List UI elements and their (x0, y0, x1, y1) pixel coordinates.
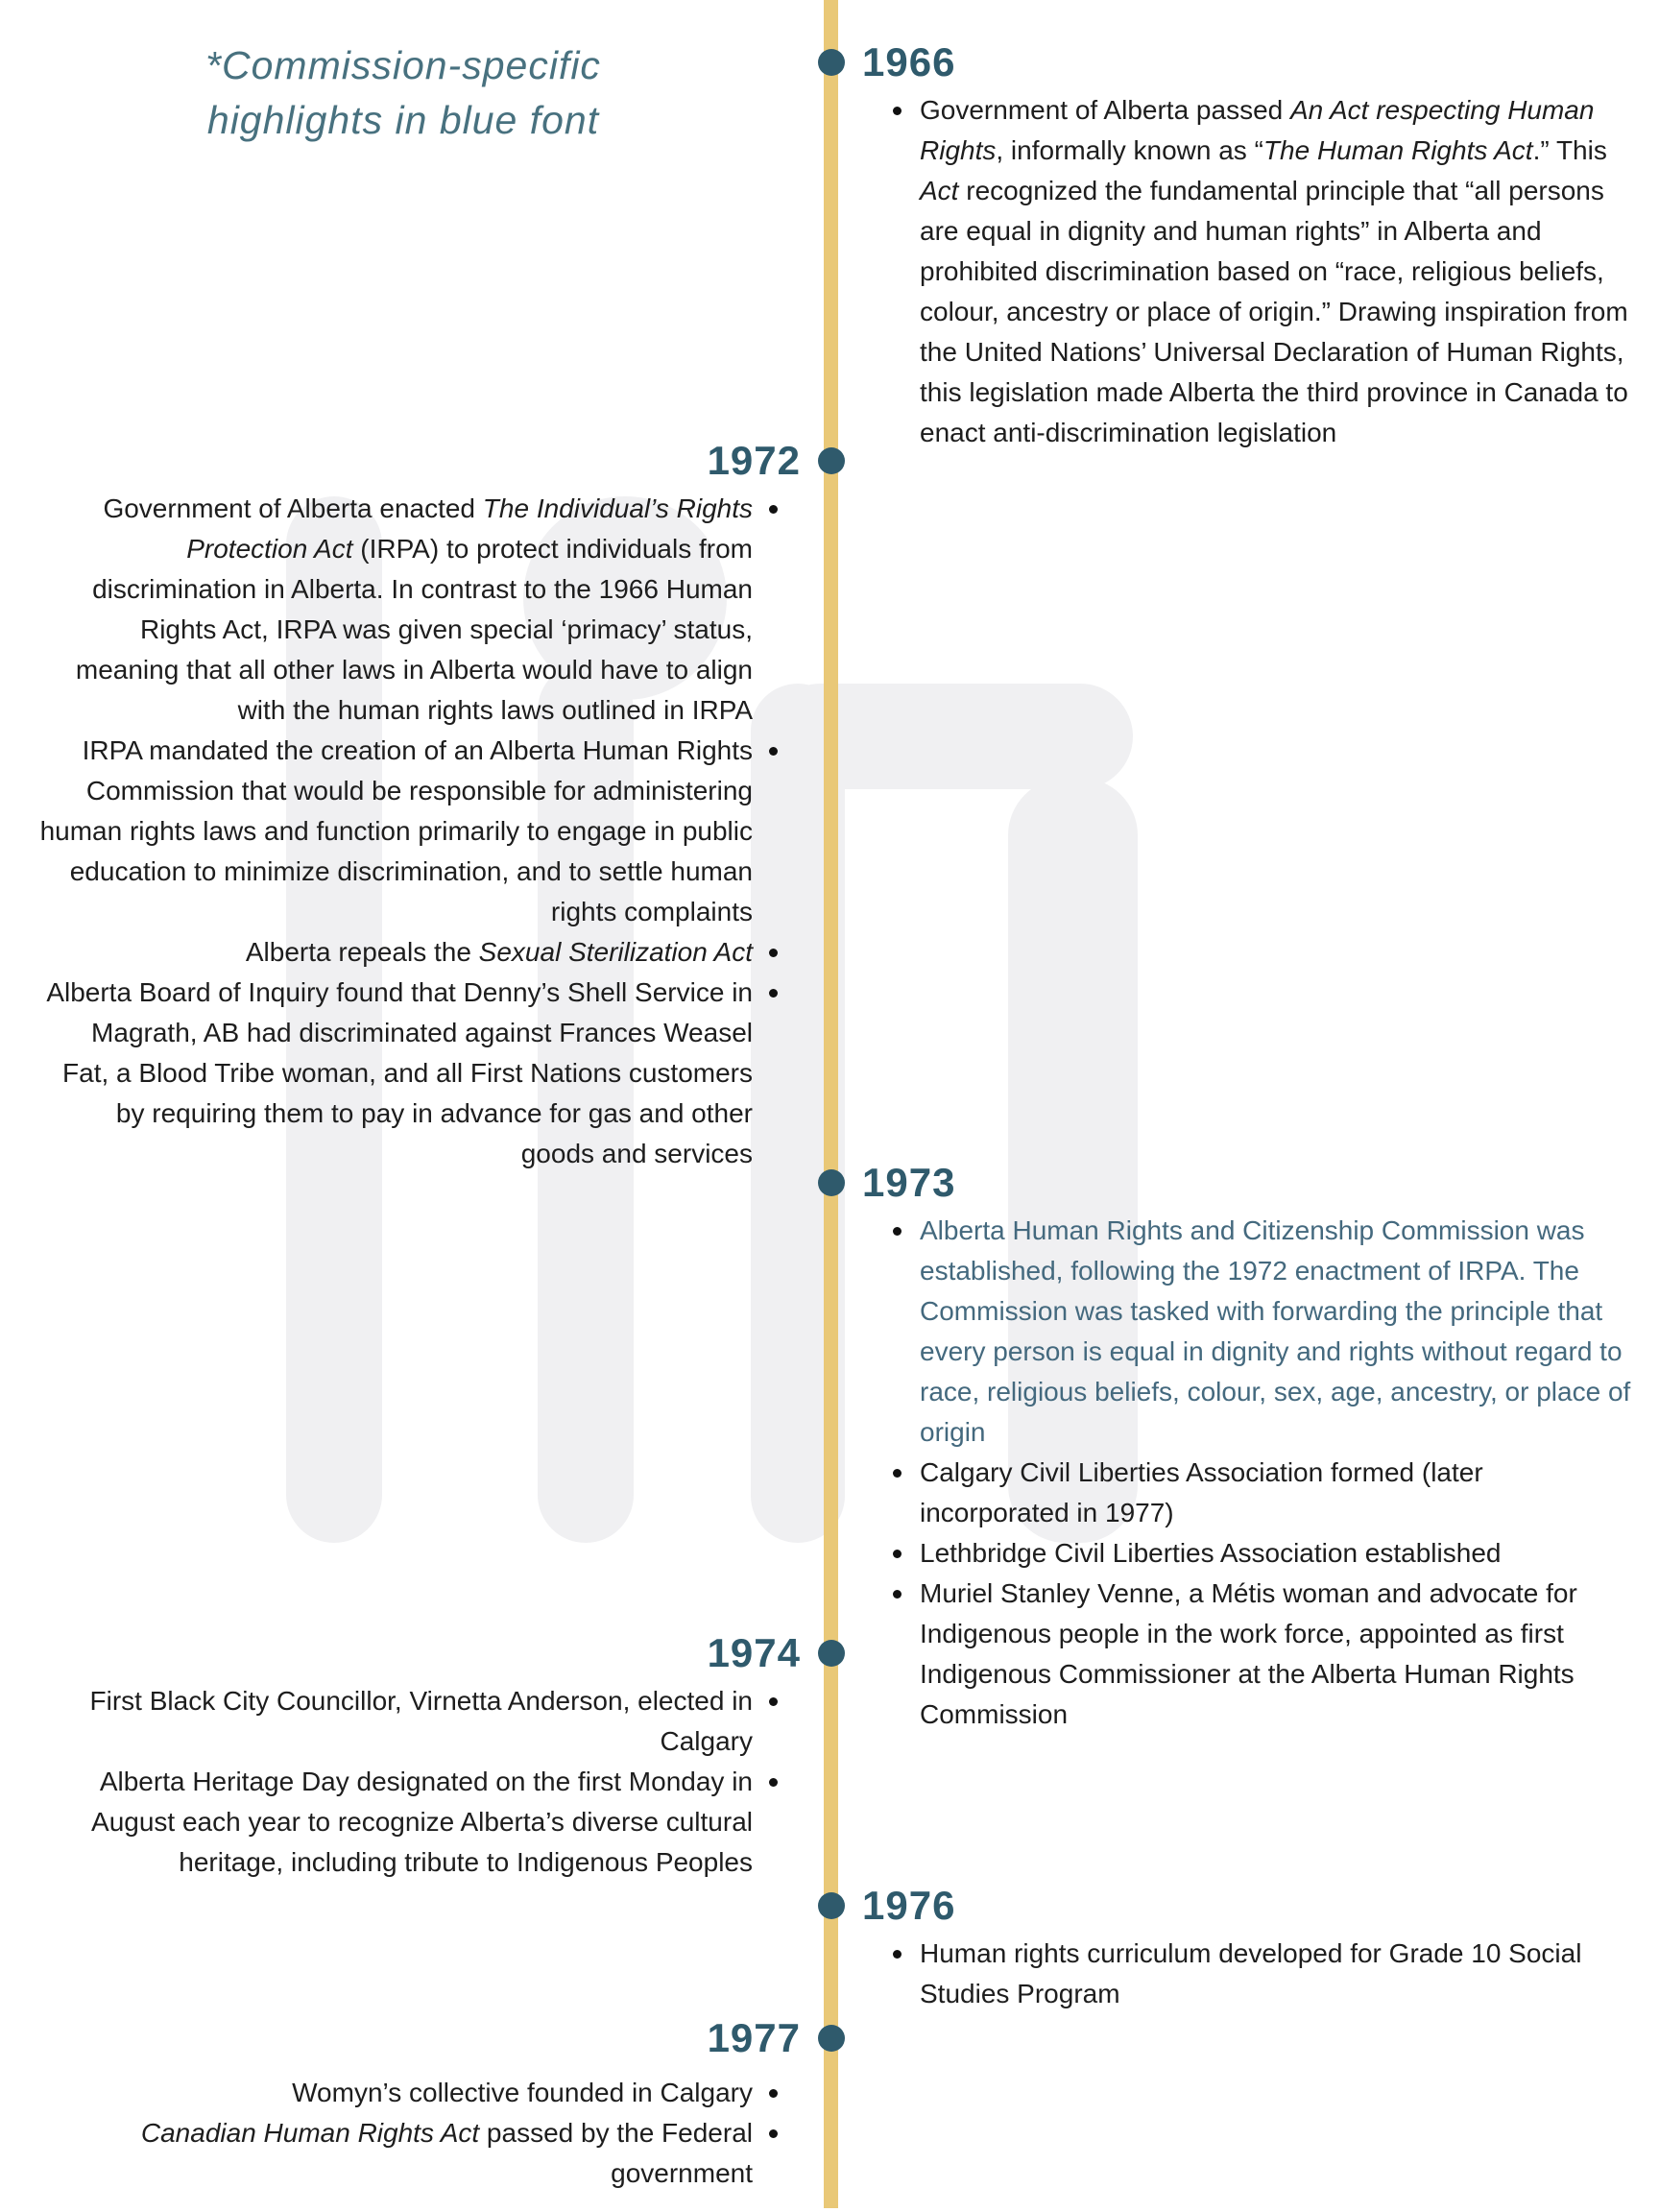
timeline-bullet: Government of Alberta passed An Act respecting Human Rights, informally known as “The Human Rights Act.” This Act recognized the fundamental principle that “all persons are equal in dignity and human rights” in Alberta and prohibited discrimination based on “race, religious beliefs, colour, ancestry or place of origin.” Drawing inspiration from the United Nations’ Universal Declaration of Human Rights, this legislation made Alberta the third province in Canada to enact anti-discrimination legislation (891, 90, 1632, 453)
timeline-bullet: Alberta Heritage Day designated on the first Monday in August each year to recognize Alberta’s diverse cultural heritage, including tribute to Indigenous Peoples (38, 1762, 778, 1883)
timeline-bullet: Government of Alberta enacted The Individual’s Rights Protection Act (IRPA) to protect individuals from discrimination in Alberta. In contrast to the 1966 Human Rights Act, IRPA was given special ‘primacy’ status, meaning that all other laws in Alberta would have to align with the human rights laws outlined in IRPA (38, 489, 778, 731)
bullet-list-1966 (891, 90, 1632, 453)
timeline-node-1977 (818, 2025, 845, 2052)
section-1973 (862, 1162, 1630, 1735)
bullet-list-1977 (38, 2073, 778, 2194)
timeline-bullet: Alberta repeals the Sexual Sterilization Act (38, 932, 778, 973)
timeline-node-1966 (818, 49, 845, 76)
timeline-node-1973 (818, 1169, 845, 1196)
commission-note (134, 38, 672, 148)
timeline-bullet: First Black City Councillor, Virnetta Anderson, elected in Calgary (38, 1681, 778, 1762)
bullet-list-1974 (38, 1681, 778, 1883)
year-heading-1977: 1977 (707, 2015, 801, 2060)
section-1974 (38, 1632, 801, 1883)
section-1976 (862, 1885, 1630, 2014)
bullet-list-1976 (891, 1934, 1632, 2014)
timeline-line (824, 0, 838, 2208)
timeline-bullet: Lethbridge Civil Liberties Association established (891, 1533, 1632, 1574)
year-heading-1972: 1972 (707, 438, 801, 483)
commission-note-line1: *Commission-specific (205, 43, 601, 87)
timeline-node-1976 (818, 1892, 845, 1919)
bullet-list-1973 (891, 1211, 1632, 1735)
year-heading-1974: 1974 (707, 1630, 801, 1675)
commission-note-line2: highlights in blue font (206, 98, 600, 142)
timeline-node-1974 (818, 1640, 845, 1667)
bullet-list-1972 (38, 489, 778, 1174)
timeline-node-1972 (818, 447, 845, 474)
year-heading-1973: 1973 (862, 1160, 956, 1205)
section-1966 (862, 41, 1630, 453)
timeline-bullet: Canadian Human Rights Act passed by the Federal government (38, 2113, 778, 2194)
year-heading-1976: 1976 (862, 1883, 956, 1928)
timeline-bullet: IRPA mandated the creation of an Alberta Human Rights Commission that would be responsible for administering human rights laws and function primarily to engage in public education to minimize discrimination, and to settle human rights complaints (38, 731, 778, 932)
section-1972 (38, 440, 801, 1174)
year-heading-1966: 1966 (862, 39, 956, 84)
timeline-bullet: Alberta Board of Inquiry found that Denny’s Shell Service in Magrath, AB had discriminated against Frances Weasel Fat, a Blood Tribe woman, and all First Nations customers by requiring them to pay in advance for gas and other goods and services (38, 973, 778, 1174)
timeline-bullet: Calgary Civil Liberties Association formed (later incorporated in 1977) (891, 1453, 1632, 1533)
timeline-bullet: Human rights curriculum developed for Grade 10 Social Studies Program (891, 1934, 1632, 2014)
timeline-bullet: Womyn’s collective founded in Calgary (38, 2073, 778, 2113)
timeline-bullet: Muriel Stanley Venne, a Métis woman and advocate for Indigenous people in the work force, appointed as first Indigenous Commissioner at the Alberta Human Rights Commission (891, 1574, 1632, 1735)
timeline-bullet: Alberta Human Rights and Citizenship Commission was established, following the 1972 enactment of IRPA. The Commission was tasked with forwarding the principle that every person is equal in dignity and rights without regard to race, religious beliefs, colour, sex, age, ancestry, or place of origin (891, 1211, 1632, 1453)
section-1977 (38, 2017, 801, 2194)
